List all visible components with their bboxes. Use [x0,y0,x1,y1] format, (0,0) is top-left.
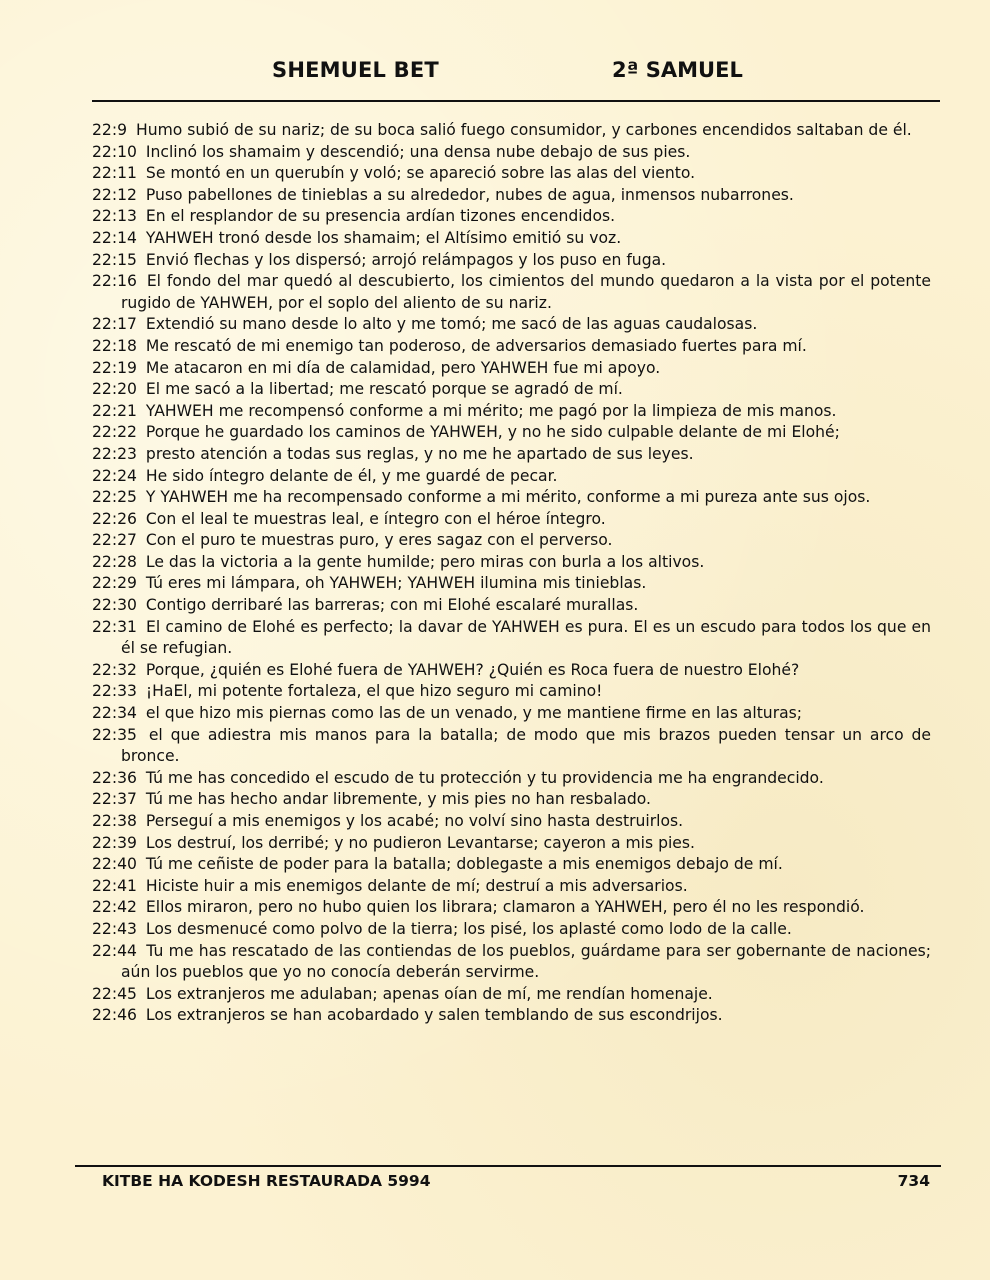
verse [92,314,931,336]
verse-reference: 22:19 [92,358,137,377]
verse-reference: 22:38 [92,812,137,830]
verse-reference: 22:24 [92,466,137,485]
verse-text: Puso pabellones de tinieblas a su alrededor, nubes de agua, inmensos nubarrones. [145,185,794,204]
verse-text: el que adiestra mis manos para la batalla; de modo que mis brazos pueden tensar un arco de bronce. [121,725,931,766]
verse-text: Los destruí, los derribé; y no pudieron Levantarse; cayeron a mis pies. [145,833,695,852]
verse-text: Tú me has hecho andar libremente, y mis pies no han resbalado. [145,790,651,809]
verse-reference: 22:12 [92,185,137,204]
verse-text: Tú eres mi lámpara, oh YAHWEH; YAHWEH ilumina mis tinieblas. [145,574,647,593]
verse-text: YAHWEH me recompensó conforme a mi mérito; me pagó por la limpieza de mis manos. [145,401,837,420]
verse [92,595,931,617]
verse-reference: 22:11 [92,164,137,183]
page-number: 734 [897,1172,930,1190]
verse-text: El fondo del mar quedó al descubierto, los cimientos del mundo quedaron a la vista por el potente rugido de YAHWEH, por el soplo del aliento de su nariz. [121,272,931,312]
verse-reference: 22:39 [92,833,137,852]
verse-text: En el resplandor de su presencia ardían tizones encendidos. [145,207,616,226]
verse-reference: 22:21 [92,401,137,420]
verse-reference: 22:29 [92,574,137,593]
verse [92,573,931,595]
verse [92,358,931,380]
verse [92,509,931,531]
verse [92,725,931,768]
verse [92,422,931,444]
verse-reference: 22:34 [92,704,137,723]
verse-reference: 22:26 [92,509,137,528]
verse [92,833,931,855]
verse-reference: 22:46 [92,1006,137,1025]
verse-reference: 22:18 [92,336,137,355]
verse-text: Los extranjeros me adulaban; apenas oían de mí, me rendían homenaje. [145,984,713,1003]
verse-reference: 22:32 [92,660,137,679]
verse [92,854,931,876]
verse-text: Y YAHWEH me ha recompensado conforme a mi mérito, conforme a mi pureza ante sus ojos. [145,488,871,507]
verse [92,250,931,272]
verse-text: El me sacó a la libertad; me rescató porque se agradó de mí. [145,380,623,399]
verse-reference: 22:45 [92,984,137,1003]
footer-divider [75,1165,941,1167]
verse-reference: 22:35 [92,725,137,744]
verse-reference: 22:28 [92,552,137,571]
verse-text: Me rescató de mi enemigo tan poderoso, de adversarios demasiado fuertes para mí. [145,336,807,355]
verse-reference: 22:22 [92,423,137,442]
verse-reference: 22:27 [92,531,137,550]
verse [92,552,931,574]
verse-reference: 22:25 [92,488,137,507]
verse-reference: 22:43 [92,919,137,938]
verse-text: Inclinó los shamaim y descendió; una densa nube debajo de sus pies. [145,142,691,161]
verse-text: Con el puro te muestras puro, y eres sagaz con el perverso. [145,531,613,550]
verse-text: Me atacaron en mi día de calamidad, pero YAHWEH fue mi apoyo. [145,358,661,377]
verse-reference: 22:36 [92,768,137,787]
verse-reference: 22:33 [92,682,137,701]
verse [92,703,931,725]
verse-reference: 22:40 [92,855,137,874]
verse-text: YAHWEH tronó desde los shamaim; el Altísimo emitió su voz. [145,228,622,247]
verse-reference: 22:16 [92,272,137,291]
running-title-spanish: 2ª SAMUEL [612,58,743,82]
verse [92,185,931,207]
verse-text: Porque, ¿quién es Elohé fuera de YAHWEH? ¿Quién es Roca fuera de nuestro Elohé? [145,660,800,679]
verse [92,941,931,984]
verse [92,142,931,164]
verse-reference: 22:17 [92,315,137,334]
verse [92,379,931,401]
verse [92,163,931,185]
verse-reference: 22:41 [92,876,137,895]
verse-reference: 22:42 [92,898,137,917]
verse [92,984,931,1006]
verse [92,271,931,314]
verse-text: He sido íntegro delante de él, y me guardé de pecar. [145,466,558,485]
verse-text: Envió flechas y los dispersó; arrojó relámpagos y los puso en fuga. [145,250,667,269]
verse-text: Tú me ceñiste de poder para la batalla; doblegaste a mis enemigos debajo de mí. [145,855,783,874]
verse-text: Perseguí a mis enemigos y los acabé; no volví sino hasta destruirlos. [145,812,684,830]
verse-text: Los extranjeros se han acobardado y salen temblando de sus escondrijos. [145,1006,723,1025]
verse-reference: 22:20 [92,380,137,399]
verse [92,120,931,142]
page-header [0,58,990,92]
verse-reference: 22:23 [92,444,137,463]
verse [92,876,931,898]
verse-text: Ellos miraron, pero no hubo quien los librara; clamaron a YAHWEH, pero él no les respondió. [145,898,865,917]
verse-text: Tú me has concedido el escudo de tu protección y tu providencia me ha engrandecido. [145,768,824,787]
verse [92,487,931,509]
verse [92,401,931,423]
verse [92,228,931,250]
header-divider [92,100,940,102]
verse-reference: 22:30 [92,596,137,615]
verse [92,1005,931,1027]
verse [92,466,931,488]
verse-reference: 22:13 [92,207,137,226]
verse [92,681,931,703]
verse [92,530,931,552]
verse-reference: 22:10 [92,142,137,161]
verse-list [92,120,931,1027]
running-title-hebrew: SHEMUEL BET [272,58,439,82]
footer-book-title: KITBE HA KODESH RESTAURADA 5994 [102,1172,431,1190]
verse [92,336,931,358]
verse-text: Porque he guardado los caminos de YAHWEH, y no he sido culpable delante de mi Elohé; [145,423,840,442]
verse-text: El camino de Elohé es perfecto; la davar de YAHWEH es pura. El es un escudo para todos los que en él se refugian. [121,617,931,658]
verse-text: Humo subió de su nariz; de su boca salió fuego consumidor, y carbones encendidos saltaban de él. [136,121,912,139]
verse-reference: 22:9 [92,121,128,139]
verse-reference: 22:14 [92,228,137,247]
verse [92,444,931,466]
verse-text: Le das la victoria a la gente humilde; pero miras con burla a los altivos. [145,552,705,571]
verse-text: ¡HaEl, mi potente fortaleza, el que hizo seguro mi camino! [145,682,603,701]
verse-text: Extendió su mano desde lo alto y me tomó; me sacó de las aguas caudalosas. [145,315,758,334]
verse-text: Con el leal te muestras leal, e íntegro con el héroe íntegro. [145,509,606,528]
verse-reference: 22:31 [92,617,137,636]
verse-text: Los desmenucé como polvo de la tierra; los pisé, los aplasté como lodo de la calle. [145,919,792,938]
verse [92,206,931,228]
verse-text: presto atención a todas sus reglas, y no me he apartado de sus leyes. [145,444,694,463]
verse [92,811,931,833]
verse-text: Tu me has rescatado de las contiendas de los pueblos, guárdame para ser gobernante de naciones; aún los pueblos que yo no conocía deberán servirme. [121,941,931,982]
verse [92,768,931,790]
verse-text: Se montó en un querubín y voló; se apareció sobre las alas del viento. [145,164,696,183]
verse-text: el que hizo mis piernas como las de un venado, y me mantiene firme en las alturas; [145,704,803,723]
verse [92,919,931,941]
verse-text: Hiciste huir a mis enemigos delante de mí; destruí a mis adversarios. [145,876,688,895]
verse [92,789,931,811]
verse [92,617,931,660]
verse [92,897,931,919]
verse-reference: 22:15 [92,250,137,269]
verse-text: Contigo derribaré las barreras; con mi Elohé escalaré murallas. [145,596,639,615]
verse [92,660,931,682]
verse-reference: 22:37 [92,790,137,809]
verse-reference: 22:44 [92,941,137,960]
